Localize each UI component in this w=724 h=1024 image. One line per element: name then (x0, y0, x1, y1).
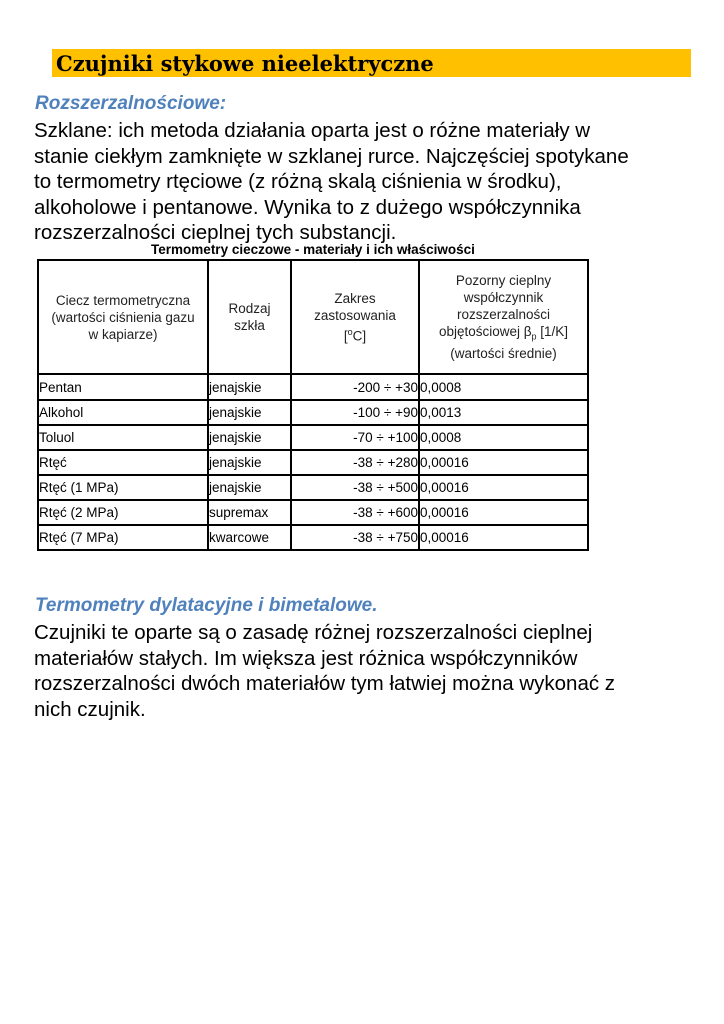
cell-liquid: Pentan (38, 374, 208, 400)
header-liquid (38, 260, 208, 374)
cell-range: -70 ÷ +100 (291, 425, 419, 450)
header-line: współczynnik (463, 289, 544, 305)
paragraph-line: materiałów stałych. Im większa jest różnica współczynników (34, 646, 578, 670)
paragraph-line: nich czujnik. (34, 697, 146, 721)
paragraph-line: stanie ciekłym zamknięte w szklanej rurce. Najczęściej spotykane (34, 144, 629, 168)
header-text: [1/K] (536, 323, 569, 339)
cell-range: -200 ÷ +30 (291, 374, 419, 400)
paragraph-line: to termometry rtęciowe (z różną skalą ciśnienia w środku), (34, 170, 562, 193)
section-heading-expansion: Rozszerzalnościowe: (35, 93, 227, 114)
header-line: w kapiarze) (88, 326, 158, 342)
table-row (38, 525, 588, 550)
cell-coefficient: 0,0008 (419, 374, 588, 400)
table-row (38, 400, 588, 425)
header-coefficient (419, 260, 588, 374)
cell-coefficient: 0,00016 (419, 450, 588, 475)
cell-glass: jenajskie (208, 400, 291, 425)
header-line: Ciecz termometryczna (55, 292, 191, 308)
header-line: Zakres (334, 290, 376, 306)
header-line: Rodzaj (228, 301, 271, 316)
header-line: szkła (234, 318, 265, 333)
cell-liquid: Toluol (38, 425, 208, 450)
header-line: zastosowania (314, 307, 396, 323)
paragraph-line: rozszerzalności dwóch materiałów tym łatwiej można wykonać z (34, 672, 616, 695)
unit-bracket: [ (343, 328, 348, 344)
cell-liquid: Rtęć (2 MPa) (38, 500, 208, 525)
cell-range: -38 ÷ +750 (291, 525, 419, 550)
beta-sub: p (531, 331, 537, 342)
cell-coefficient: 0,0013 (419, 400, 588, 425)
cell-glass: jenajskie (208, 475, 291, 500)
paragraph-line: alkoholowe i pentanowe. Wynika to z dużego współczynnika (34, 195, 581, 219)
paragraph-line: Czujniki te oparte są o zasadę różnej rozszerzalności cieplnej (34, 621, 593, 644)
table-row (38, 500, 588, 525)
header-line: (wartości ciśnienia gazu (51, 309, 195, 325)
header-line: Pozorny cieplny (455, 272, 552, 288)
table-caption: Termometry cieczowe - materiały i ich właściwości (151, 242, 475, 257)
paragraph-line: rozszerzalności cieplnej tych substancji. (34, 221, 397, 244)
table-row (38, 374, 588, 400)
header-line: rozszerzalności (456, 306, 551, 322)
cell-glass: jenajskie (208, 425, 291, 450)
liquid-thermometers-table (37, 259, 589, 551)
cell-glass: jenajskie (208, 374, 291, 400)
cell-coefficient: 0,00016 (419, 500, 588, 525)
cell-glass: jenajskie (208, 450, 291, 475)
cell-coefficient: 0,0008 (419, 425, 588, 450)
header-glass (208, 260, 291, 374)
cell-liquid: Alkohol (38, 400, 208, 425)
cell-glass: kwarcowe (208, 525, 291, 550)
cell-range: -100 ÷ +90 (291, 400, 419, 425)
paragraph-line: Szklane: ich metoda działania oparta jest o różne materiały w (34, 119, 591, 142)
cell-coefficient: 0,00016 (419, 525, 588, 550)
table-header-row (38, 260, 588, 374)
cell-glass: supremax (208, 500, 291, 525)
cell-liquid: Rtęć (38, 450, 208, 475)
cell-range: -38 ÷ +500 (291, 475, 419, 500)
header-range (291, 260, 419, 374)
cell-coefficient: 0,00016 (419, 475, 588, 500)
unit-text: C] (352, 328, 367, 344)
header-unit (292, 324, 418, 345)
cell-range: -38 ÷ +600 (291, 500, 419, 525)
table-row (38, 425, 588, 450)
header-text: objętościowej β (438, 323, 532, 339)
table-row (38, 475, 588, 500)
table-row (38, 450, 588, 475)
degree-sup: o (347, 326, 353, 337)
paragraph-glass-thermometers (34, 118, 629, 246)
header-line (420, 323, 587, 346)
title-bar (52, 49, 691, 77)
page-title: Czujniki stykowe nieelektryczne (56, 51, 434, 76)
cell-range: -38 ÷ +280 (291, 450, 419, 475)
paragraph-dilatation-sensors (34, 620, 615, 722)
cell-liquid: Rtęć (7 MPa) (38, 525, 208, 550)
cell-liquid: Rtęć (1 MPa) (38, 475, 208, 500)
section-heading-dilatation: Termometry dylatacyjne i bimetalowe. (35, 595, 378, 616)
header-line: (wartości średnie) (450, 346, 557, 362)
